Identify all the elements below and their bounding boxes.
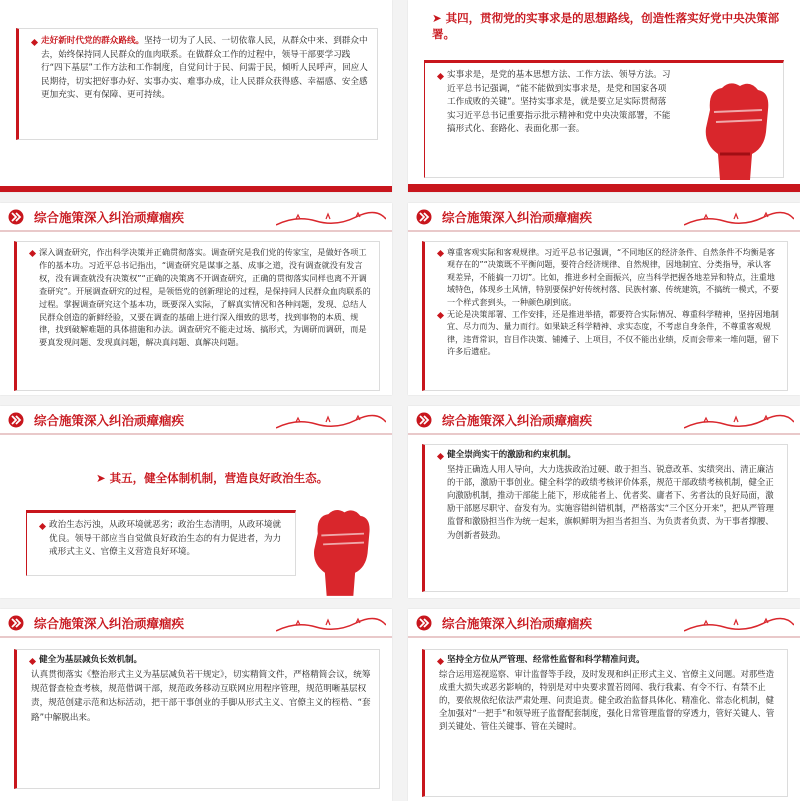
chevron-right-icon: ➤ (432, 11, 446, 25)
slide-header (408, 203, 800, 231)
section-heading (96, 470, 328, 486)
bottom-band (408, 184, 800, 192)
slide-8 (408, 609, 800, 801)
slide-title: 综合施策深入纠治顽瘴痼疾 (34, 616, 185, 631)
slide-title: 综合施策深入纠治顽瘴痼疾 (34, 210, 185, 225)
paragraph: 认真贯彻落实《整治形式主义为基层减负若干规定》，切实精简文件，严格精简会议，统筹规范督查检查考核，规范借调干部，规范政务移动互联网应用程序管理，规范明晰基层权责，规范创建示范和达标活动，把干部干事创业的手脚从形式主义、官僚主义的桎梏、“套路”中解脱出来。 (31, 669, 371, 723)
great-wall-decoration-icon (684, 207, 794, 229)
slide-title: 综合施策深入纠治顽瘴痼疾 (442, 616, 593, 631)
slide-header (408, 406, 800, 434)
section-heading (432, 10, 782, 42)
slide-7 (0, 609, 392, 801)
section-heading-text: 其五，健全体制机制，营造良好政治生态。 (109, 471, 329, 485)
great-wall-decoration-icon (684, 410, 794, 432)
slide-title: 综合施策深入纠治顽瘴痼疾 (442, 210, 593, 225)
paragraph-lead: 走好新时代党的群众路线。 (41, 36, 145, 46)
paragraph: 深入调查研究，作出科学决策并正确贯彻落实。调查研究是我们党的传家宝，是做好各项工作的基本功。习近平总书记指出，“调查研究是谋事之基、成事之道，没有调查就没有发言权，没有调查就没有决策权”“正确的决策离不开调查研究，正确的贯彻落实同样也离不开调查研究”。开展调查研究的过程，是领悟党的创新理论的过程，是保持同人民群众血肉联系的过程。掌握调查研究这个基本功，既要深入实际，了解真实情况和各种问题，发现、总结人民群众创造的新鲜经验，又要在调查的基础上进行深入细致的思考，找到事物的本质、规律，找到破解难题的具体措施和办法。调查研究不能走过场、搞形式，为调研而调研，而是要真发现问题、发现真问题，解决真问题、真解决问题。 (27, 246, 371, 349)
slide-header (0, 609, 392, 637)
great-wall-decoration-icon (276, 613, 386, 635)
text-box (14, 241, 380, 391)
slide-header (0, 406, 392, 434)
double-chevron-icon (416, 412, 438, 428)
text-box (422, 649, 788, 797)
paragraph-lead: 坚持全方位从严管理、经常性监督和科学精准问责。 (435, 654, 779, 668)
great-wall-decoration-icon (276, 207, 386, 229)
fist-icon (690, 70, 780, 180)
header-divider (408, 230, 800, 232)
section-heading-text: 其四，贯彻党的实事求是的思想路线，创造性落实好党中央决策部署。 (432, 11, 780, 41)
paragraph-lead: 健全崇尚实干的激励和约束机制。 (435, 449, 779, 463)
paragraph: 政治生态污浊，从政环境就恶劣；政治生态清明，从政环境就优良。领导干部应当自觉做良好政治生态的有力促进者，为力戒形式主义、官僚主义营造良好环境。 (37, 519, 287, 560)
text-box (26, 510, 296, 576)
paragraph: 坚持正确选人用人导向，大力选拔政治过硬、敢于担当、锐意改革、实绩突出、清正廉洁的干部，激励干事创业。健全科学的政绩考核评价体系，规范干部政绩考核机制，健全正向激励机制，推动干部能上能下，形成能者上、优者奖、庸者下、劣者汰的良好局面，激励干部愿尽职守、奋发有为。实施容错纠错机制，严格落实“三个区分开来”，把从严管理监督和激励担当作为统一起来，旗帜鲜明为担当者担当、为负责者负责、为干事者撑腰、为创新者鼓劲。 (447, 463, 774, 540)
slide-2 (408, 0, 800, 192)
chevron-right-icon: ➤ (96, 471, 110, 485)
paragraph: 综合运用巡视巡察、审计监督等手段，及时发现和纠正形式主义、官僚主义问题。对那些造成重大损失或恶劣影响的，特别是对中央要求置若罔闻、我行我素、有令不行、有禁不止的，要依规依纪依法严肃处理、问责追责。健全政治监督具体化、精准化、常态化机制，健全加强对“一把手”和领导班子监督配套制度，强化日常管理监督的穿透力，管好关键人、管到关键处、管住关键事、管在关键时。 (439, 668, 775, 732)
great-wall-decoration-icon (684, 613, 794, 635)
slide-header (408, 609, 800, 637)
slide-header (0, 203, 392, 231)
header-divider (0, 230, 392, 232)
paragraph-body: 坚持一切为了人民、一切依靠人民，从群众中来、到群众中去，始终保持同人民群众的血肉联系。在做群众工作的过程中，领导干部要学习践行“四下基层”工作方法和工作制度，自觉问计于民、问需于民，倾听人民呼声，回应人民期待，切实把好事办好、实事办实、难事办成，让人民群众获得感、幸福感、安全感更加充实、更有保障、更可持续。 (41, 36, 368, 101)
header-divider (408, 433, 800, 435)
fist-icon (300, 496, 380, 598)
text-box (14, 649, 380, 789)
double-chevron-icon (8, 615, 30, 631)
paragraph-2: 无论是决策部署、工作安排，还是推进举措，都要符合实际情况、尊重科学精神，坚持因地制宜、尽力而为、量力而行。如果缺乏科学精神、求实态度，不考虑自身条件，不尊重客观规律，违背常识，盲目作决策、铺摊子、上项目，不仅不能出业绩，反而会带来一堆问题，留下许多后遗症。 (435, 308, 779, 358)
slide-3 (0, 203, 392, 395)
bottom-band (0, 186, 392, 192)
slide-title: 综合施策深入纠治顽瘴痼疾 (34, 413, 185, 428)
double-chevron-icon (416, 209, 438, 225)
paragraph-1: 尊重客观实际和客观规律。习近平总书记强调，“不同地区的经济条件、自然条件不均衡是客观存在的”“决策既不平衡问题，要符合经济规律、自然规律，因地制宜、分类指导，承认客观差异，不能搞一刀切”。比如，推进乡村全面振兴，应当科学把握各地差异和特点，注重地域特色，体现乡土风情，特别要保护好传统村落、民族村寨、传统建筑，不搞统一模式，不要一个样式套到头，一种颜色刷到底。 (435, 246, 779, 308)
slide-6 (408, 406, 800, 598)
paragraph: 实事求是，是党的基本思想方法、工作方法、领导方法。习近平总书记强调，“能不能做到实事求是，是党和国家各项工作成败的关键”。坚持实事求是，就是要立足实际贯彻落实习近平总书记重要指示批示精神和党中央决策部署，不能搞形式化、套路化、表面化那一套。 (435, 69, 673, 137)
header-divider (0, 636, 392, 638)
slide-4 (408, 203, 800, 395)
header-divider (408, 636, 800, 638)
double-chevron-icon (8, 209, 30, 225)
text-box (422, 444, 788, 592)
header-divider (0, 433, 392, 435)
slide-5 (0, 406, 392, 598)
slide-title: 综合施策深入纠治顽瘴痼疾 (442, 413, 593, 428)
slide-1 (0, 0, 392, 192)
paragraph (29, 35, 369, 103)
great-wall-decoration-icon (276, 410, 386, 432)
double-chevron-icon (416, 615, 438, 631)
text-box (16, 28, 378, 140)
paragraph-lead: 健全为基层减负长效机制。 (27, 654, 371, 668)
text-box (422, 241, 788, 391)
double-chevron-icon (8, 412, 30, 428)
